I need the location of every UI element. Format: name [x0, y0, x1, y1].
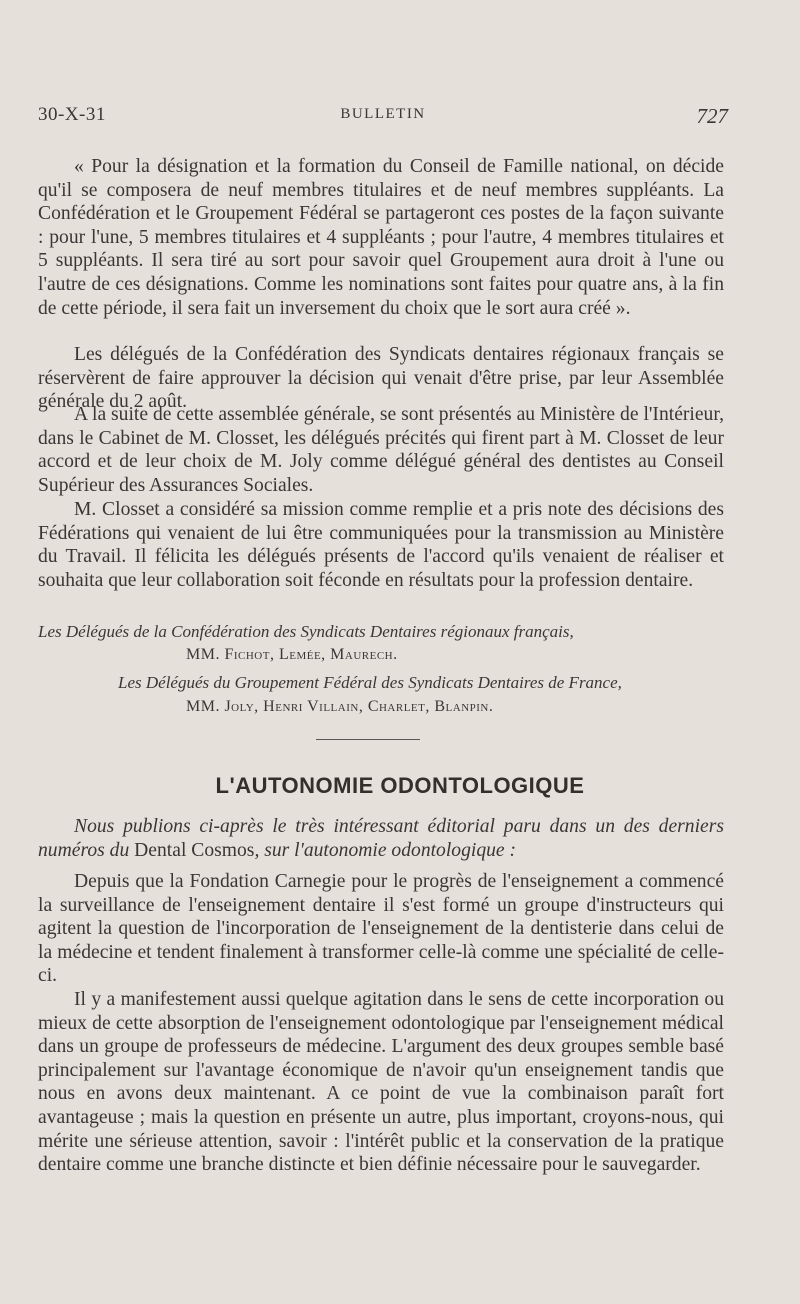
article-paragraph-2 [38, 988, 724, 1177]
intro-text [38, 815, 724, 862]
header-title: BULLETIN [340, 106, 426, 122]
signature-groupement: Les Délégués du Groupement Fédéral des Syndicats Dentaires de France, [118, 673, 622, 692]
intro-journal: Dental Cosmos [134, 839, 255, 861]
article-title: L'AUTONOMIE ODONTOLOGIQUE [215, 773, 585, 798]
header-date: 30-X-31 [38, 104, 106, 125]
intro-part1: Nous publions ci-après le très intéressant éditorial paru dans un des derniers numéros du [38, 816, 724, 861]
article-intro [38, 815, 724, 862]
signature-confederation: Les Délégués de la Confédération des Syndicats Dentaires régionaux français, [38, 622, 574, 641]
paragraph-text: M. Closset a considéré sa mission comme remplie et a pris note des décisions des Fédérations qui venaient de lui être communiquées pour la transmission au Ministère du Travail. Il félicita les délégués présents de l'accord qu'ils venaient de réaliser et souhaita que leur collaboration soit féconde en résultats pour la profession dentaire. [38, 499, 724, 591]
paragraph-assemblee [38, 403, 724, 497]
paragraph-text: « Pour la désignation et la formation du Conseil de Famille national, on décide qu'il se composera de neuf membres titulaires et de neuf membres suppléants. La Confédération et le Groupement Fédéral se partageront ces postes de la façon suivante : pour l'une, 5 membres titulaires et 4 suppléants ; pour l'autre, 4 membres titulaires et 5 suppléants. Il sera tiré au sort pour savoir quel Groupement aura droit à l'une ou l'autre de ces désignations. Comme les nominations sont faites pour quatre ans, à la fin de cette période, il sera fait un inversement du choix que le sort aura créé ». [38, 156, 724, 319]
paragraph-text: A la suite de cette assemblée générale, se sont présentés au Ministère de l'Intérieur, dans le Cabinet de M. Closset, les délégués précités qui firent part à M. Closset de leur accord et de leur choix de M. Joly comme délégué général des dentistes au Conseil Supérieur des Assurances Sociales. [38, 404, 724, 496]
intro-part2: , sur l'autonomie odontologique : [254, 839, 517, 861]
article-paragraph-1 [38, 870, 724, 988]
page-number: 727 [696, 104, 728, 128]
page-header [38, 104, 728, 134]
paragraph-conseil [38, 155, 724, 320]
signature-confederation-names: MM. Fichot, Lemée, Maurech. [186, 646, 398, 663]
section-divider [316, 739, 420, 740]
paragraph-text: Il y a manifestement aussi quelque agitation dans le sens de cette incorporation ou mieux de cette absorption de l'enseignement odontologique par l'enseignement médical dans un groupe de professeurs de médecine. L'argument des deux groupes semble basé principalement sur l'avantage économique de n'avoir qu'un enseignement tandis que nous en avons deux maintenant. A ce point de vue la combinaison paraît fort avantageuse ; mais la question en présente un autre, plus important, croyons-nous, qui mérite une sérieuse attention, savoir : l'intérêt public et la conservation de la pratique dentaire comme une branche distincte et bien définie nécessaire pour le sauvegarder. [38, 989, 724, 1176]
paragraph-text: Depuis que la Fondation Carnegie pour le progrès de l'enseignement a commencé la surveillance de l'enseignement dentaire il s'est formé un groupe d'instructeurs qui agitent la question de l'incorporation de l'enseignement de la dentisterie dans celui de la médecine et tendent finalement à transformer celle-là comme une spécialité de celle-ci. [38, 871, 724, 987]
paragraph-text: Les délégués de la Confédération des Syndicats dentaires régionaux français se réservèrent de faire approuver la décision qui venait d'être prise, par leur Assemblée générale du 2 août. [38, 344, 724, 413]
paragraph-closset [38, 498, 724, 592]
signature-groupement-names: MM. Joly, Henri Villain, Charlet, Blanpin. [186, 698, 494, 715]
